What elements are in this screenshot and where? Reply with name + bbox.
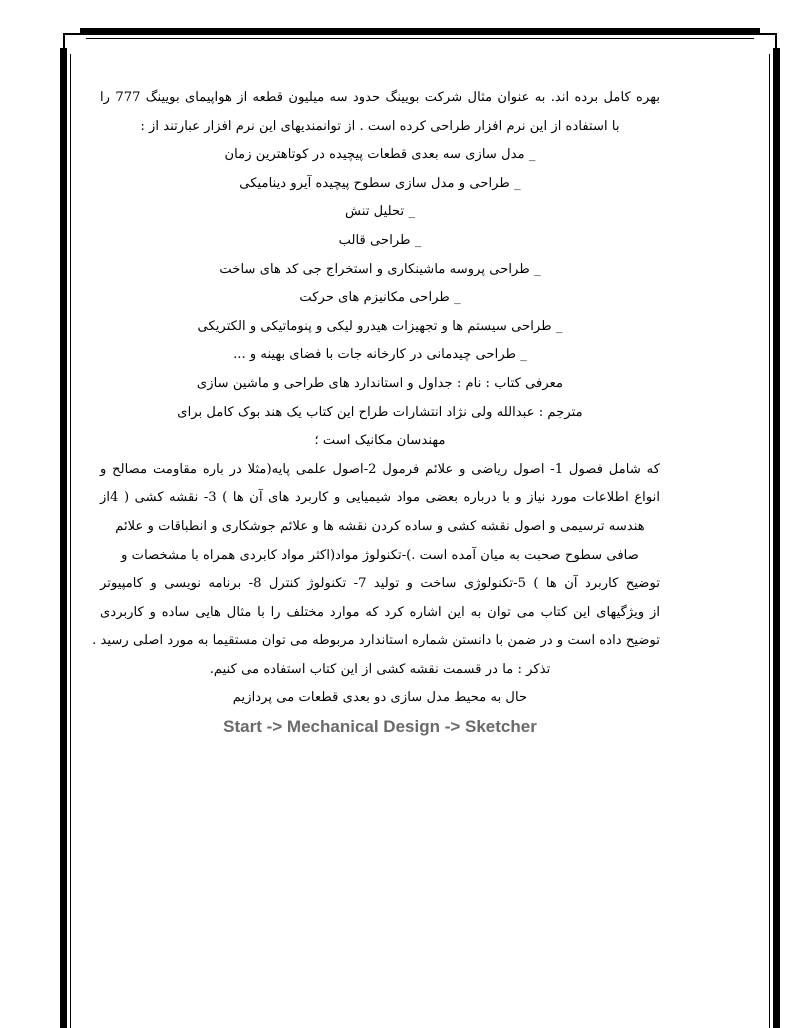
border-right (773, 48, 780, 1028)
paragraph-line: با استفاده از این نرم افزار طراحی کرده است . از توانمندیهای این نرم افزار عبارتند از : (140, 118, 620, 134)
paragraph-line: حال به محیط مدل سازی دو بعدی قطعات می پردازیم (232, 690, 528, 706)
list-item: _ طراحی چیدمانی در کارخانه جات با فضای بهینه و ... (233, 347, 527, 363)
paragraph-line: توضیح کاربرد آن ها ) 5-تکنولوژی ساخت و تولید 7- تکنولوژ کنترل 8- برنامه نویسی و کامپیوتر (100, 576, 660, 592)
paragraph-line: بهره کامل برده اند. به عنوان مثال شرکت بویینگ حدود سه میلیون قطعه از هواپیمای بویینگ 777 را (100, 90, 660, 105)
border-corner-top-left (63, 33, 81, 51)
paragraph-line: از ویژگیهای این کتاب می توان به این اشاره کرد که موارد مختلف را با مثال هایی ساده و کاربردی (100, 604, 660, 620)
list-item: _ طراحی و مدل سازی سطوح پیچیده آیرو دینامیکی (239, 175, 521, 191)
border-top (80, 28, 760, 35)
list-item: _ تحلیل تنش (345, 204, 415, 220)
paragraph-line: مترجم : عبدالله ولی نژاد انتشارات طراح این کتاب یک هند بوک کامل برای (177, 404, 583, 420)
list-item: _ طراحی پروسه ماشینکاری و استخراج جی کد های ساخت (219, 261, 541, 277)
paragraph-line: توضیح داده است و در ضمن با دانستن شماره استاندارد مربوطه می توان مستقیما به مورد اصلی رسید . (92, 633, 660, 649)
list-item: _ طراحی مکانیزم های حرکت (299, 290, 461, 306)
border-inner-right (769, 54, 770, 1028)
paragraph-line: هندسه ترسیمی و اصول نقشه کشی و ساده کردن نقشه ها و علائم جوشکاری و انطباقات و علائم (115, 518, 645, 534)
document-body (92, 84, 660, 742)
menu-path: Start -> Mechanical Design -> Sketcher (223, 717, 537, 737)
border-inner-left (70, 54, 71, 1028)
paragraph-line: معرفی کتاب : نام : جداول و استاندارد های طراحی و ماشین سازی (196, 375, 564, 391)
list-item: _ مدل سازی سه بعدی قطعات پیچیده در کوتاهترین زمان (224, 147, 536, 163)
border-inner-top (86, 38, 754, 39)
paragraph-line: مهندسان مکانیک است ؛ (314, 433, 446, 449)
paragraph-line: که شامل فصول 1- اصول ریاضی و علائم فرمول 2-اصول علمی پایه(مثلا در باره مقاومت مصالح و (100, 461, 660, 477)
paragraph-line: صافی سطوح صحبت به میان آمده است .)-تکنولوژ مواد(اکثر مواد کابردی همراه با مشخصات و (121, 547, 639, 563)
list-item: _ طراحی قالب (338, 232, 422, 248)
border-left (60, 48, 67, 1028)
paragraph-line: انواع اطلاعات مورد نیاز و با درباره بعضی مواد شیمیایی و کاربرد های آن ها ) 3- نقشه کشی ( 4از (100, 490, 660, 506)
note-line: تذکر : ما در قسمت نقشه کشی از این کتاب استفاده می کنیم. (209, 661, 551, 677)
border-corner-top-right (759, 33, 777, 51)
list-item: _ طراحی سیستم ها و تجهیزات هیدرو لیکی و پنوماتیکی و الکتریکی (197, 318, 563, 334)
